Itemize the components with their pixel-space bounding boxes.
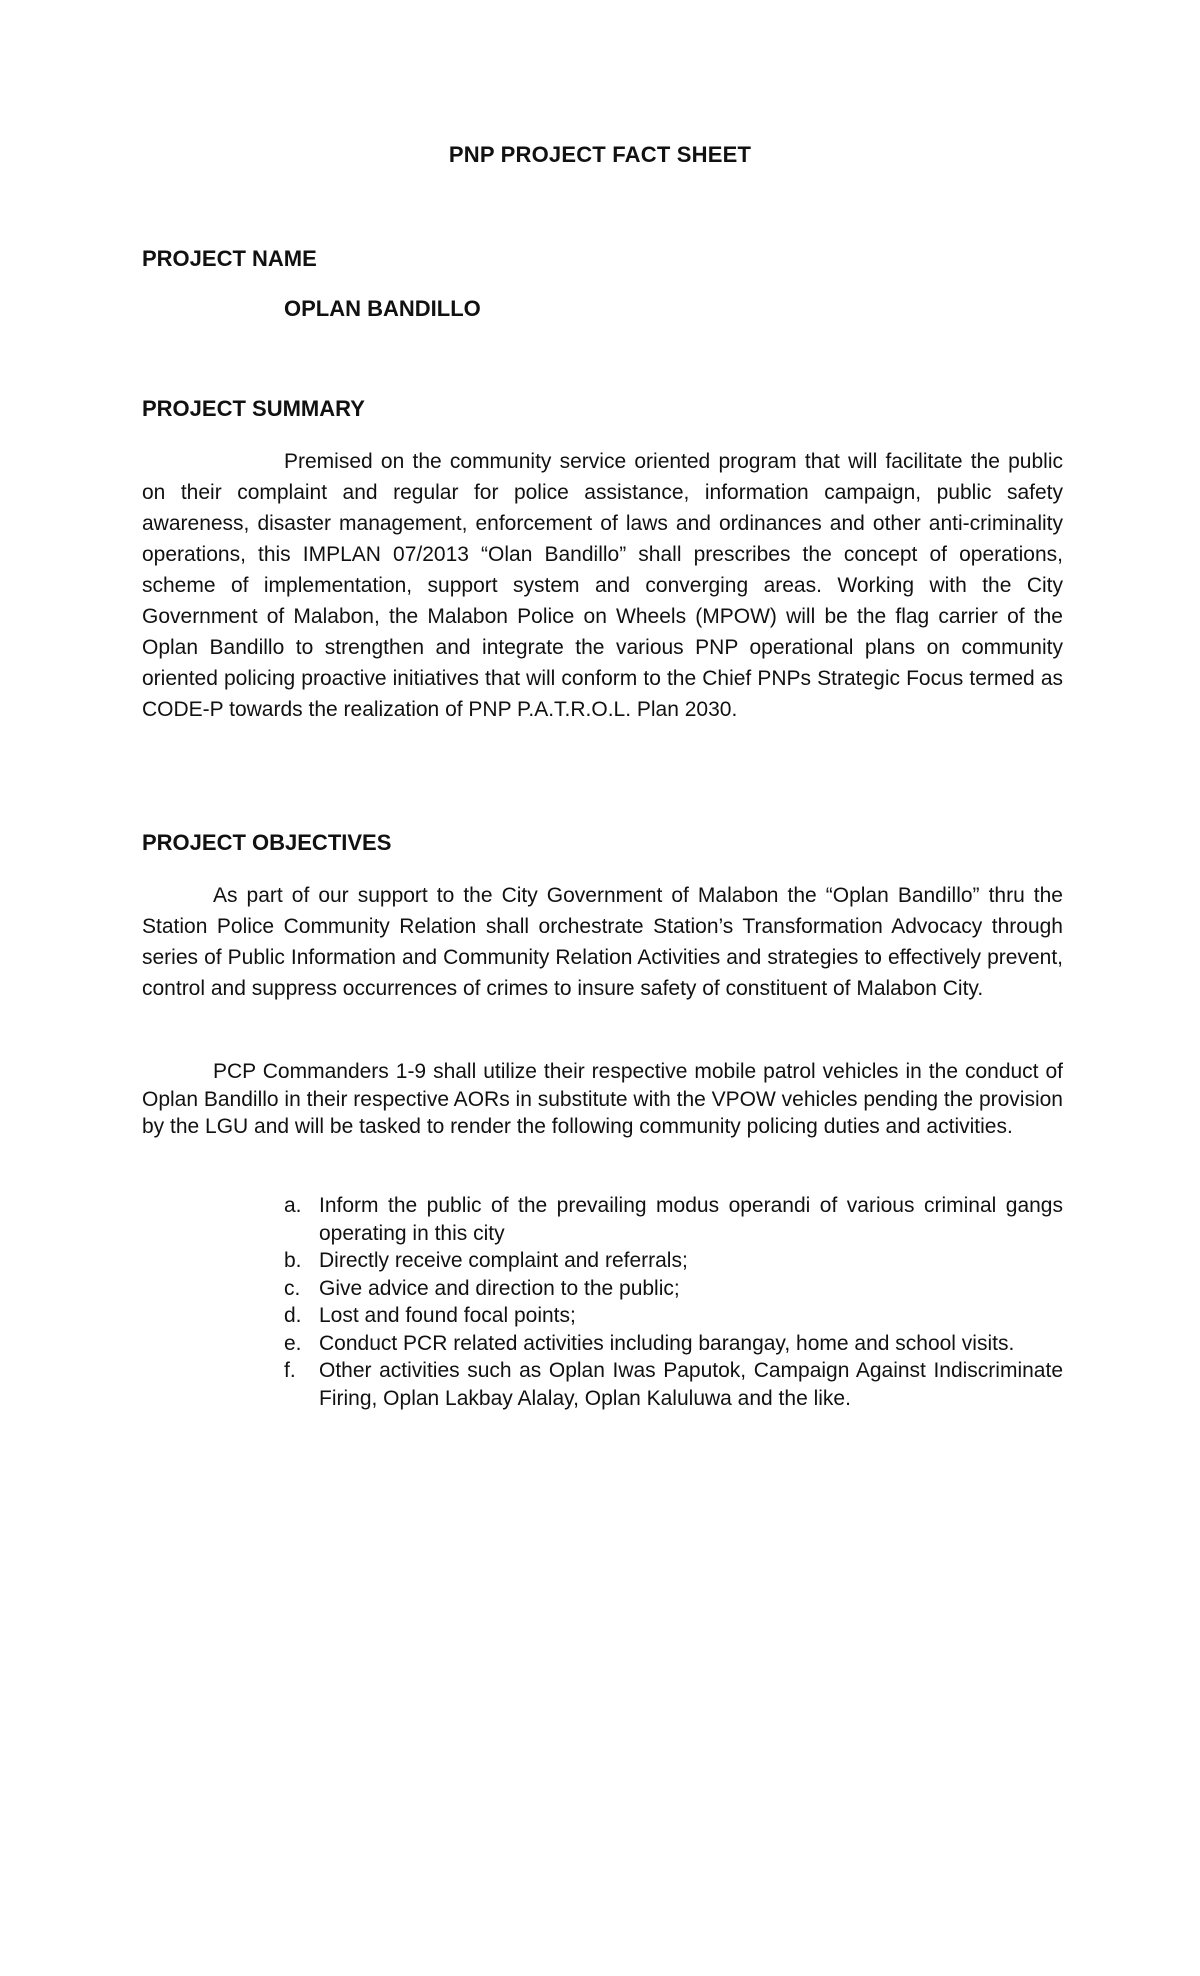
objectives-paragraph-1: As part of our support to the City Government of Malabon the “Oplan Bandillo” thru the Station Police Community Relation shall orchestrate Station’s Transformation Advocacy through series of Public Information and Community Relation Activities and strategies to effectively prevent, control and suppress occurrences of crimes to insure safety of constituent of Malabon City. — [142, 884, 1063, 1000]
project-name-heading: PROJECT NAME — [142, 246, 317, 271]
duty-text: Other activities such as Oplan Iwas Paputok, Campaign Against Indiscriminate Firing, Oplan Lakbay Alalay, Oplan Kaluluwa and the like. — [319, 1359, 1063, 1410]
duties-list — [284, 1192, 1063, 1412]
duty-item — [284, 1247, 1063, 1275]
project-name-value: OPLAN BANDILLO — [284, 296, 481, 321]
project-objectives-heading: PROJECT OBJECTIVES — [142, 830, 392, 855]
duty-text: Directly receive complaint and referrals; — [319, 1249, 688, 1272]
duty-marker: c. — [284, 1276, 301, 1300]
duty-marker: b. — [284, 1249, 302, 1272]
project-summary-text: Premised on the community service oriented program that will facilitate the public on their complaint and regular for police assistance, information campaign, public safety awareness, disaster management, enforcement of laws and ordinances and other anti-criminality operations, this IMPLAN 07/2013 “Olan Bandillo” shall prescribes the concept of operations, scheme of implementation, support system and converging areas. Working with the City Government of Malabon, the Malabon Police on Wheels (MPOW) will be the flag carrier of the Oplan Bandillo to strengthen and integrate the various PNP operational plans on community oriented policing proactive initiatives that will conform to the Chief PNPs Strategic Focus termed as CODE-P towards the realization of PNP P.A.T.R.O.L. Plan 2030. — [142, 450, 1063, 721]
duty-item — [284, 1192, 1063, 1247]
duty-marker: e. — [284, 1331, 302, 1355]
duty-text: Give advice and direction to the public; — [319, 1276, 680, 1300]
duty-marker: d. — [284, 1304, 302, 1327]
duty-marker: f. — [284, 1359, 296, 1382]
duty-item — [284, 1302, 1063, 1330]
duty-item — [284, 1330, 1063, 1358]
project-summary-heading: PROJECT SUMMARY — [142, 396, 365, 421]
duty-item — [284, 1357, 1063, 1412]
document-title: PNP PROJECT FACT SHEET — [448, 142, 752, 167]
duty-text: Conduct PCR related activities including barangay, home and school visits. — [319, 1331, 1015, 1355]
duty-marker: a. — [284, 1194, 302, 1217]
duty-text: Lost and found focal points; — [319, 1304, 576, 1327]
objectives-paragraph-2: PCP Commanders 1-9 shall utilize their respective mobile patrol vehicles in the conduct of Oplan Bandillo in their respective AORs in substitute with the VPOW vehicles pending the provision by the LGU and will be tasked to render the following community policing duties and activities. — [142, 1060, 1063, 1138]
duty-text: Inform the public of the prevailing modus operandi of various criminal gangs operating in this city — [319, 1194, 1063, 1245]
duty-item — [284, 1275, 1063, 1303]
